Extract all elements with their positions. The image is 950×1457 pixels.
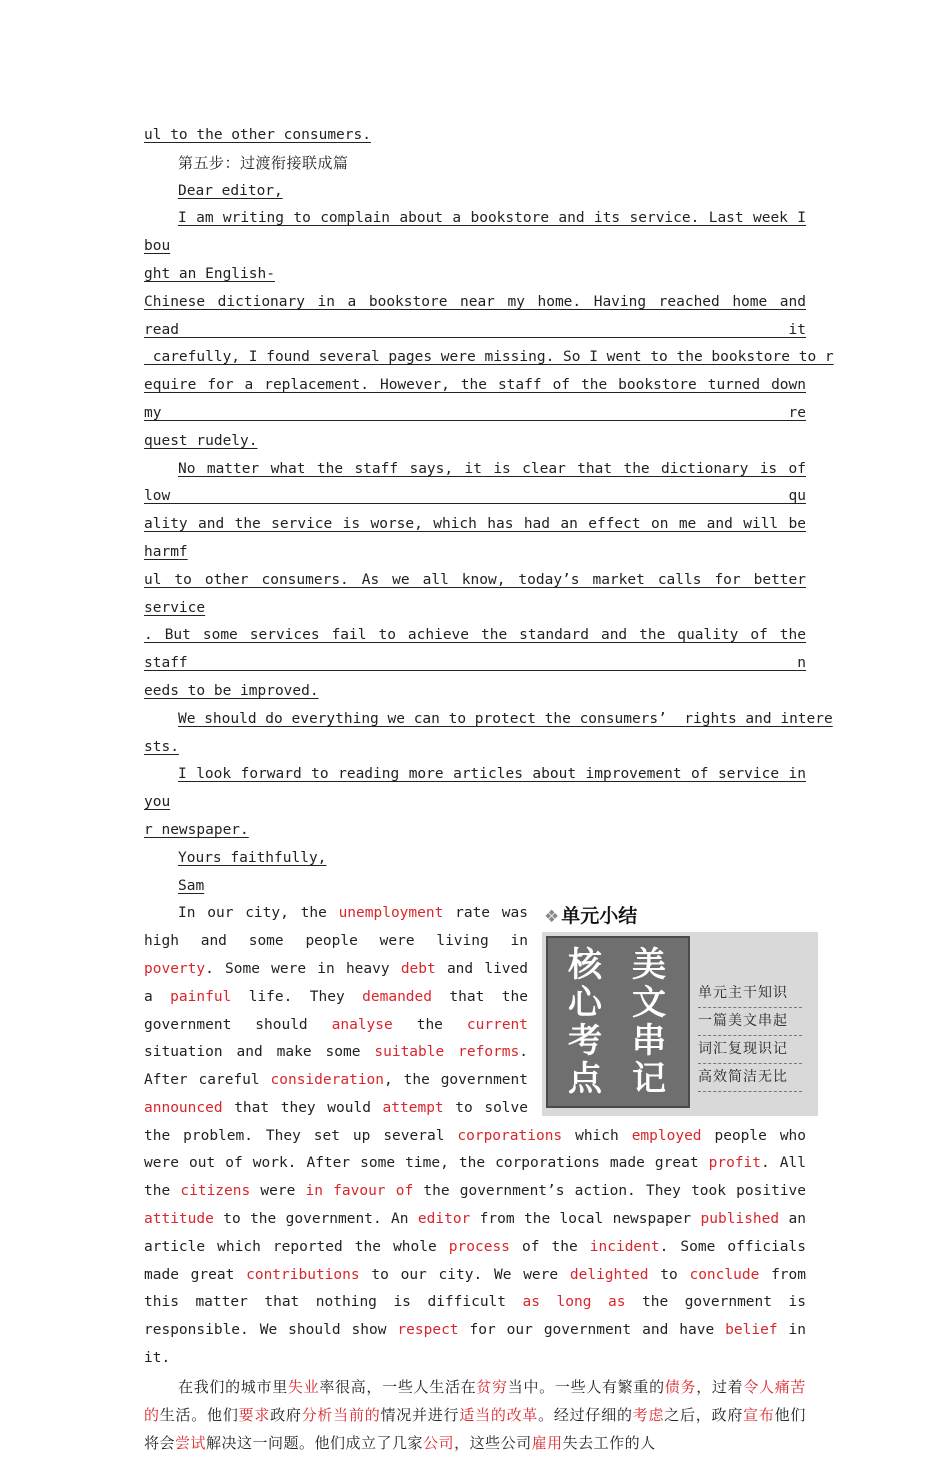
letter-paragraph-4 <box>144 761 806 844</box>
text-run: situation and make some <box>144 1044 375 1061</box>
text-run: to our city. We were <box>359 1266 570 1283</box>
text-run: 率很高，一些人生活在 <box>319 1377 477 1396</box>
summary-side-line: 单元主干知识 <box>698 980 802 1008</box>
highlighted-vocab: 要求 <box>238 1405 271 1424</box>
text-run: . Some were in heavy <box>205 960 401 977</box>
text-run: rate was high and some people were living in <box>144 905 528 950</box>
highlighted-vocab: 失业 <box>287 1377 320 1396</box>
highlighted-vocab: 宣布 <box>743 1405 775 1424</box>
highlighted-vocab: delighted <box>569 1266 649 1283</box>
highlighted-vocab: conclude <box>689 1266 760 1283</box>
highlighted-vocab: 考虑 <box>632 1405 665 1424</box>
text-run: . All the <box>144 1155 806 1200</box>
summary-char: 美 <box>632 945 666 986</box>
highlighted-vocab: employed <box>631 1127 702 1144</box>
document-body <box>144 122 834 1457</box>
text-run: from this matter that nothing is difficult <box>144 1266 806 1311</box>
highlighted-vocab: attitude <box>144 1211 214 1228</box>
text-run: 政府 <box>270 1405 302 1424</box>
text-run: 当中。一些人有繁重的 <box>507 1377 665 1396</box>
letter-line: . But some services fail to achieve the standard and the quality of the staff n <box>144 627 806 672</box>
highlighted-vocab: analyse <box>331 1016 393 1033</box>
highlighted-vocab: suitable reforms <box>374 1044 520 1061</box>
text-run: of the <box>509 1238 590 1255</box>
highlighted-vocab: poverty <box>144 960 206 977</box>
text-run: to the government. An <box>213 1211 418 1228</box>
highlighted-vocab: respect <box>397 1322 459 1339</box>
highlighted-vocab: 债务 <box>664 1377 697 1396</box>
highlighted-vocab: 公司 <box>423 1433 455 1452</box>
letter-closing: Yours faithfully, <box>178 849 327 866</box>
highlighted-vocab: 尝试 <box>175 1433 207 1452</box>
text-run: that they would <box>222 1099 383 1116</box>
highlighted-vocab: unemployment <box>338 905 444 922</box>
letter-line: ul to other consumers. As we all know, today’s market calls for better service <box>144 571 806 616</box>
letter-greeting: Dear editor, <box>178 182 283 199</box>
highlighted-vocab: editor <box>417 1211 471 1228</box>
letter-line: sts. <box>144 738 179 755</box>
highlighted-vocab: 令人痛苦的 <box>144 1377 806 1424</box>
letter-line: quest rudely. <box>144 432 258 449</box>
text-run: and lived a <box>144 960 528 1005</box>
line-continuation: ul to the other consumers. <box>144 127 371 143</box>
text-run: In our city, the <box>178 905 339 922</box>
highlighted-vocab: belief <box>725 1322 778 1339</box>
letter-line: We should do everything we can to protect the consumers’ rights and intere <box>178 710 833 727</box>
letter-line: Chinese dictionary in a bookstore near my home. Having reached home and read it <box>144 293 806 338</box>
summary-essay-chinese <box>144 1373 806 1457</box>
unit-summary-heading: ❖ 单元小结 <box>544 905 638 928</box>
highlighted-vocab: process <box>448 1238 510 1255</box>
letter-line: I look forward to reading more articles about improvement of service in you <box>144 766 806 811</box>
letter-line: carefully, I found several pages were missing. So I went to the bookstore to r <box>144 349 834 366</box>
highlighted-vocab: 分析当前的 <box>301 1405 381 1424</box>
letter-line: ality and the service is worse, which has had an effect on me and will be harmf <box>144 516 806 560</box>
text-run: . After careful <box>144 1044 528 1089</box>
summary-side-line: 高效简洁无比 <box>698 1064 802 1092</box>
highlighted-vocab: debt <box>400 960 436 977</box>
highlighted-vocab: as long as <box>522 1294 626 1311</box>
text-run: life. They <box>231 988 363 1005</box>
letter-paragraph-3 <box>144 706 833 762</box>
text-run: 失去工作的人 <box>562 1433 656 1452</box>
text-run: that the government should <box>144 988 528 1033</box>
letter-line: No matter what the staff says, it is clear that the dictionary is of low qu <box>144 460 806 505</box>
step-heading: 第五步：过渡衔接联成篇 <box>178 153 349 172</box>
text-run: the government is responsible. We should show <box>144 1294 806 1339</box>
text-run: 生活。他们 <box>159 1405 239 1424</box>
text-run: to solve the problem. They set up several <box>144 1099 528 1144</box>
text-run: in it. <box>144 1322 806 1367</box>
diamond-icon: ❖ <box>544 907 560 928</box>
unit-summary-box <box>542 900 820 1116</box>
text-run: 情况并进行 <box>380 1405 460 1424</box>
highlighted-vocab: citizens <box>180 1183 251 1200</box>
summary-char: 核 <box>568 945 602 986</box>
highlighted-vocab: attempt <box>382 1099 444 1116</box>
text-run: from the local newspaper <box>470 1211 701 1228</box>
summary-char: 点 <box>568 1059 602 1100</box>
letter-line: ght an English- <box>144 265 275 282</box>
letter-paragraph-2 <box>144 456 806 706</box>
text-run: 在我们的城市里 <box>178 1377 288 1396</box>
highlighted-vocab: corporations <box>457 1127 563 1144</box>
text-run: for our government and have <box>458 1322 726 1339</box>
summary-char: 心 <box>568 983 602 1024</box>
text-run: ，这些公司 <box>454 1433 532 1452</box>
highlighted-vocab: announced <box>144 1099 223 1116</box>
text-run: . Some officials made great <box>144 1238 806 1283</box>
highlighted-vocab: consideration <box>270 1072 385 1089</box>
summary-char: 串 <box>632 1021 666 1062</box>
text-run: were <box>250 1183 306 1200</box>
text-run: which <box>562 1127 632 1144</box>
summary-title-block <box>546 936 690 1108</box>
summary-char: 考 <box>568 1021 602 1062</box>
letter-line: eeds to be improved. <box>144 682 319 699</box>
highlighted-vocab: 适当的改革 <box>459 1405 539 1424</box>
text-run: people who were out of work. After some time, the corporations made great <box>144 1127 807 1172</box>
highlighted-vocab: in favour of <box>305 1183 414 1200</box>
text-run: 。经过仔细的 <box>538 1405 633 1424</box>
text-run: an article which reported the whole <box>144 1211 806 1255</box>
highlighted-vocab: 贫穷 <box>476 1377 508 1396</box>
text-run: 之后，政府 <box>664 1405 744 1424</box>
letter-line: I am writing to complain about a bookstore and its service. Last week I bou <box>144 210 806 255</box>
text-run: the government’s action. They took positive <box>413 1183 807 1200</box>
letter-line: equire for a replacement. However, the staff of the bookstore turned down my re <box>144 377 806 421</box>
highlighted-vocab: painful <box>170 988 232 1005</box>
text-run: ，过着 <box>696 1377 744 1396</box>
summary-side-line: 一篇美文串起 <box>698 1008 802 1036</box>
summary-char: 记 <box>632 1059 666 1100</box>
letter-signature: Sam <box>178 877 205 894</box>
letter-line: r newspaper. <box>144 821 249 838</box>
summary-side-line: 词汇复现识记 <box>698 1036 802 1064</box>
highlighted-vocab: demanded <box>362 988 432 1005</box>
letter-paragraph-1 <box>144 205 834 455</box>
text-run: to <box>648 1266 690 1283</box>
text-run: 解决这一问题。他们成立了几家 <box>206 1433 424 1452</box>
highlighted-vocab: profit <box>708 1155 762 1172</box>
highlighted-vocab: 雇用 <box>531 1433 563 1452</box>
text-run: , the government <box>384 1072 528 1089</box>
highlighted-vocab: current <box>466 1016 529 1033</box>
text-run: 他们将会 <box>144 1405 806 1452</box>
summary-side-lines <box>698 980 802 1092</box>
highlighted-vocab: incident <box>589 1238 660 1255</box>
highlighted-vocab: published <box>700 1211 780 1228</box>
text-run: the <box>392 1016 467 1033</box>
summary-panel <box>542 932 818 1116</box>
highlighted-vocab: contributions <box>246 1266 360 1283</box>
summary-char: 文 <box>632 983 666 1024</box>
